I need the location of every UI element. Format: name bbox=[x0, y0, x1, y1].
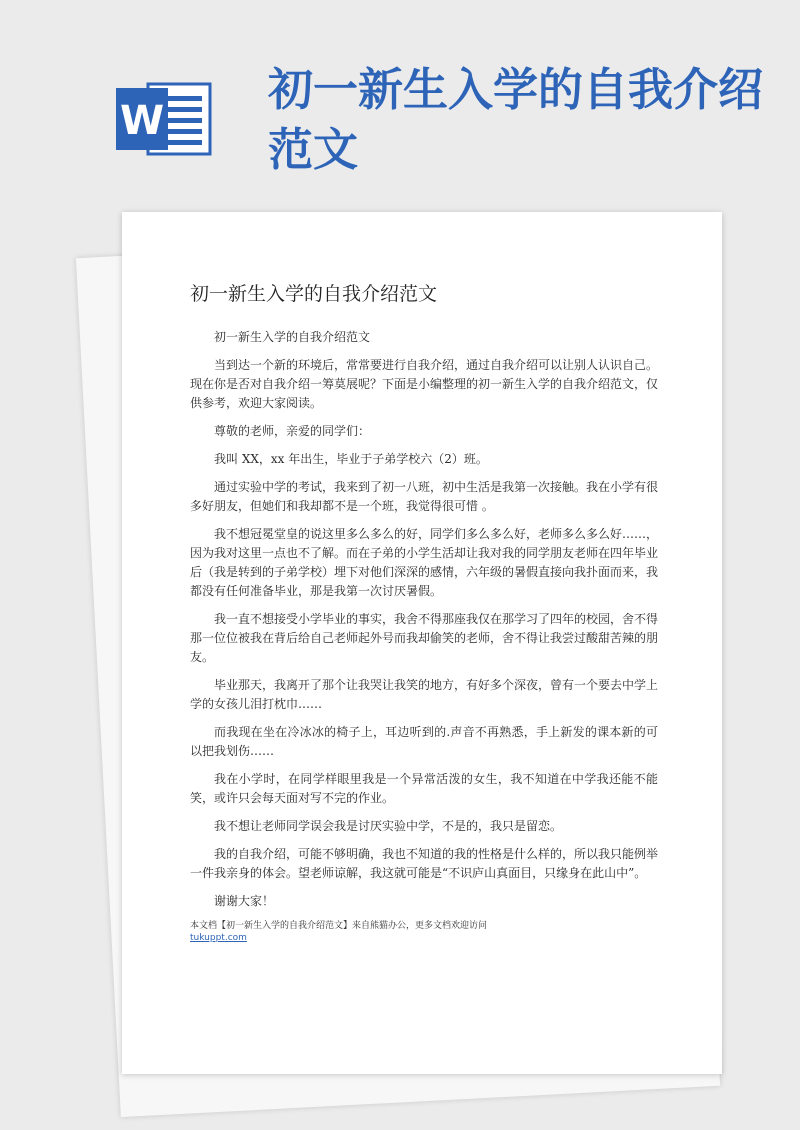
body-paragraph: 我不想让老师同学误会我是讨厌实验中学，不是的，我只是留恋。 bbox=[214, 819, 563, 833]
word-document-icon bbox=[114, 78, 214, 160]
body-paragraph: 尊敬的老师，亲爱的同学们： bbox=[214, 424, 371, 438]
footer-link[interactable]: tukuppt.com bbox=[190, 933, 247, 943]
body-paragraph: 毕业那天，我离开了那个让我哭让我笑的地方，有好多个深夜，曾有一个要去中学上学的女孩儿泪打枕巾…… bbox=[190, 678, 659, 711]
body-paragraph: 通过实验中学的考试，我来到了初一八班，初中生活是我第一次接触。我在小学有很多好朋友，但她们和我却都不是一个班，我觉得很可惜 。 bbox=[190, 480, 659, 513]
body-paragraph: 谢谢大家！ bbox=[214, 894, 275, 908]
body-paragraph: 我不想冠冕堂皇的说这里多么多么的好，同学们多么多么好，老师多么多么好……，因为我对这里一点也不了解。而在子弟的小学生活却让我对我的同学朋友老师在四年毕业后（我是转到的子弟学校）埋下对他们深深的感情，六年级的暑假直接向我扑面而来，我都没有任何准备毕业，那是我第一次讨厌暑假。 bbox=[190, 527, 659, 598]
word-icon-letter: W bbox=[119, 98, 165, 144]
body-paragraph: 我的自我介绍，可能不够明确，我也不知道的我的性格是什么样的，所以我只能例举一件我亲身的体会。望老师谅解，我这就可能是“不识庐山真面目，只缘身在此山中”。 bbox=[190, 847, 659, 880]
footer-note bbox=[190, 920, 658, 944]
page-title: 初一新生入学的自我介绍范文 bbox=[268, 63, 764, 176]
document-body bbox=[190, 328, 658, 911]
body-paragraph: 我一直不想接受小学毕业的事实，我舍不得那座我仅在那学习了四年的校园，舍不得那一位位被我在背后给自己老师起外号而我却偷笑的老师，舍不得让我尝过酸甜苦辣的朋友。 bbox=[190, 612, 659, 664]
body-paragraph: 当到达一个新的环境后，常常要进行自我介绍，通过自我介绍可以让别人认识自己。现在你是否对自我介绍一筹莫展呢？下面是小编整理的初一新生入学的自我介绍范文，仅供参考，欢迎大家阅读。 bbox=[190, 358, 659, 410]
document-page bbox=[122, 212, 722, 1074]
body-paragraph: 而我现在坐在冷冰冰的椅子上，耳边听到的.声音不再熟悉，手上新发的课本新的可以把我划伤…… bbox=[190, 725, 658, 758]
document-heading: 初一新生入学的自我介绍范文 bbox=[190, 283, 438, 305]
body-paragraph: 初一新生入学的自我介绍范文 bbox=[214, 330, 371, 344]
body-paragraph: 我在小学时，在同学样眼里我是一个异常活泼的女生，我不知道在中学我还能不能笑，或许只会每天面对写不完的作业。 bbox=[190, 772, 658, 805]
body-paragraph: 我叫 XX，xx 年出生，毕业于子弟学校六（2）班。 bbox=[214, 452, 488, 466]
footer-note-text: 本文档【初一新生入学的自我介绍范文】来自熊猫办公，更多文档欢迎访问 bbox=[190, 921, 488, 931]
